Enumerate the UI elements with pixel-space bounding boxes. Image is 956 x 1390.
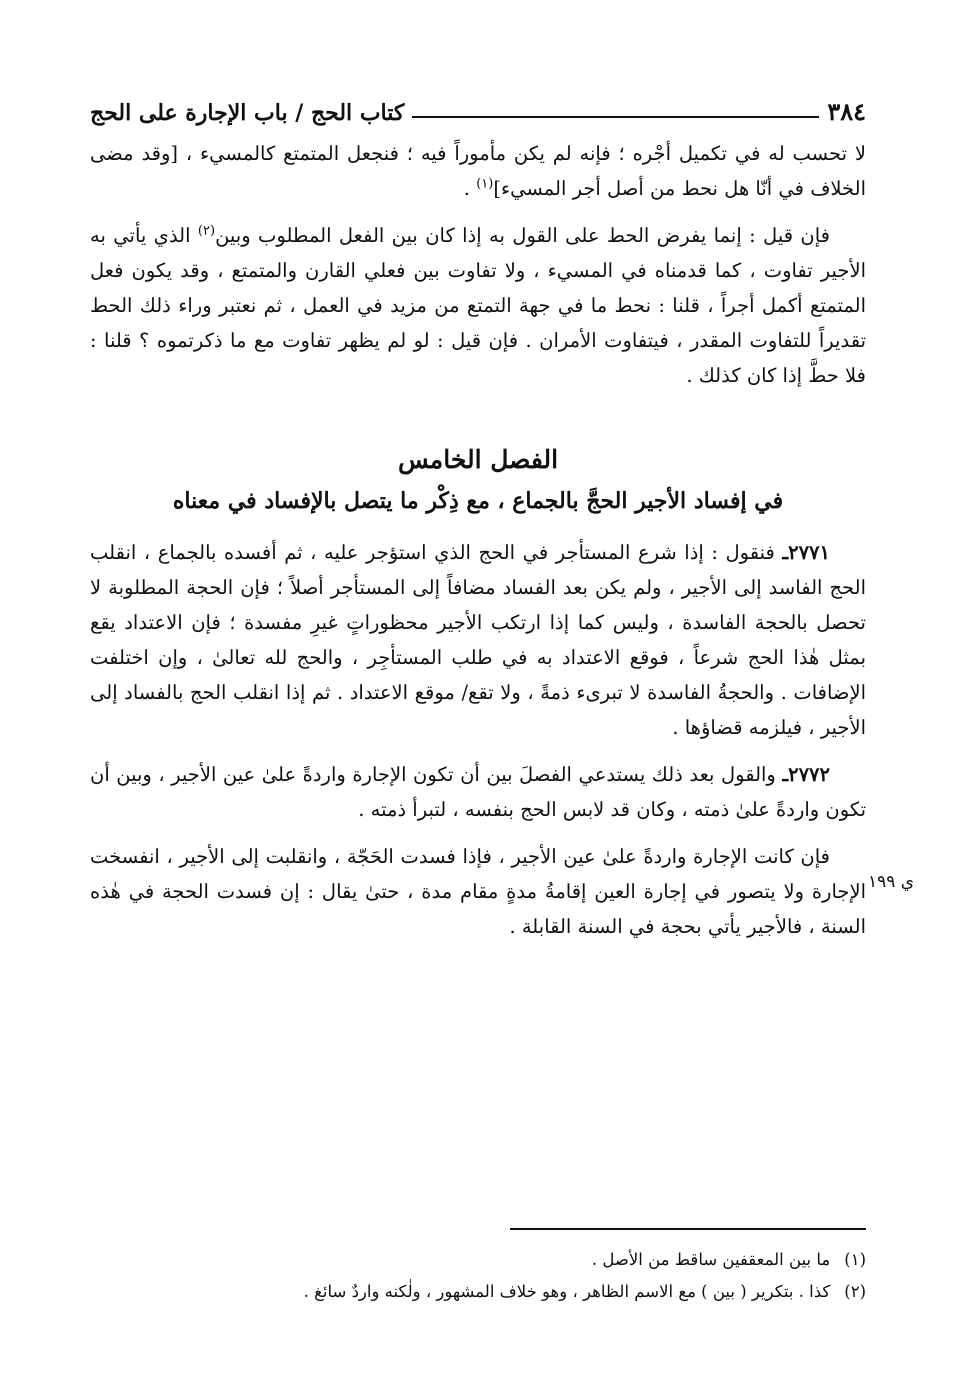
paragraph-2772 bbox=[90, 757, 866, 827]
page-number: ٣٨٤ bbox=[827, 97, 866, 126]
footnote-label: (١) bbox=[844, 1250, 866, 1269]
footnote-text: كذا . بتكرير ( بين ) مع الاسم الظاهر ، وهو خلاف المشهور ، ولٰكنه واردٌ سائغ . bbox=[303, 1282, 831, 1301]
paragraph-text: والقول بعد ذلك يستدعي الفصلَ بين أن تكون الإجارة واردةً علىٰ عين الأجير ، وبين أن تكون واردةً علىٰ ذمته ، وكان قد لابس الحج بنفسه ، لتبرأ ذمته . bbox=[90, 763, 866, 821]
footnotes bbox=[90, 1244, 866, 1308]
paragraph-continuation bbox=[90, 136, 866, 206]
footnote-1 bbox=[90, 1244, 866, 1276]
paragraph-text: فإن كانت الإجارة واردةً علىٰ عين الأجير ، فإذا فسدت الحَجّة ، وانقلبت إلى الأجير ، انفسخت الإجارة ولا يتصور في إجارة العين إقامةُ مدةٍ مقام مدة ، حتىٰ يقال : إن فسدت الحجة في هٰذه السنة ، فالأجير يأتي بحجة في السنة القابلة . bbox=[90, 845, 866, 938]
paragraph-text-cont: الذي يأتي به الأجير تفاوت ، كما قدمناه في المسيء ، ولا تفاوت بين فعلي القارن والمتمتع ، وقد يكون فعل المتمتع أكمل أجراً ، قلنا : نحط ما في جهة التمتع من مزيد في العمل ، ثم نعتبر وراء ذلك الحط تقديراً للتفاوت المقدر ، فيتفاوت الأمران . فإن قيل : لو لم يظهر تفاوت مع ما ذكرتموه ؟ قلنا : فلا حطَّ إذا كان كذلك . bbox=[90, 224, 866, 387]
paragraph-ijara-ayn bbox=[90, 839, 866, 944]
paragraph-text: لا تحسب له في تكميل أجْره ؛ فإنه لم يكن مأموراً فيه ؛ فنجعل المتمتع كالمسيء ، [وقد مضى الخلاف في أنّا هل نحط من أصل أجر المسيء] bbox=[90, 142, 866, 200]
header-rule bbox=[412, 116, 819, 118]
footnote-2 bbox=[90, 1276, 866, 1308]
footnote-label: (٢) bbox=[844, 1282, 866, 1301]
main-text bbox=[90, 136, 866, 956]
running-title: كتاب الحج / باب الإجارة على الحج bbox=[90, 100, 405, 126]
paragraph-number: ٢٧٧٢ـ bbox=[782, 763, 830, 786]
paragraph-objection bbox=[90, 218, 866, 393]
paragraph-tail: . bbox=[463, 177, 477, 200]
footnote-ref-2: (٢) bbox=[197, 223, 216, 239]
chapter-title: الفصل الخامس bbox=[397, 445, 559, 474]
footnote-separator bbox=[510, 1228, 866, 1230]
chapter-subtitle: في إفساد الأجير الحجَّ بالجماع ، مع ذِكْر ما يتصل بالإفساد في معناه bbox=[172, 488, 784, 514]
footnote-ref-1: (١) bbox=[476, 176, 494, 192]
paragraph-number: ٢٧٧١ـ bbox=[782, 541, 830, 564]
paragraph-text: فإن قيل : إنما يفرض الحط على القول به إذا كان بين الفعل المطلوب وبين bbox=[215, 224, 830, 247]
page-header bbox=[90, 86, 866, 126]
paragraph-text: فنقول : إذا شرع المستأجر في الحج الذي استؤجر عليه ، ثم أفسده بالجماع ، انقلب الحج الفاسد إلى الأجير ، ولم يكن بعد الفساد مضافاً إلى المستأجر أصلاً ؛ فإن الحجة المطلوبة لا تحصل بالحجة الفاسدة ، وليس كما إذا ارتكب الأجير محظوراتٍ غيرِ مفسدة ؛ فإن الاعتداد يقع بمثل هٰذا الحج شرعاً ، فوقع الاعتداد به في طلب المستأجِر ، والحج لله تعالىٰ ، وإن اختلفت الإضافات . والحجةُ الفاسدة لا تبرىء ذمةً ، ولا تقع/ موقع الاعتداد . ثم إذا انقلب الحج بالفساد إلى الأجير ، فيلزمه قضاؤها . bbox=[90, 541, 866, 739]
margin-manuscript-ref: ي ١٩٩ bbox=[868, 872, 915, 892]
footnote-text: ما بين المعقفين ساقط من الأصل . bbox=[591, 1250, 831, 1269]
paragraph-2771 bbox=[90, 535, 866, 745]
